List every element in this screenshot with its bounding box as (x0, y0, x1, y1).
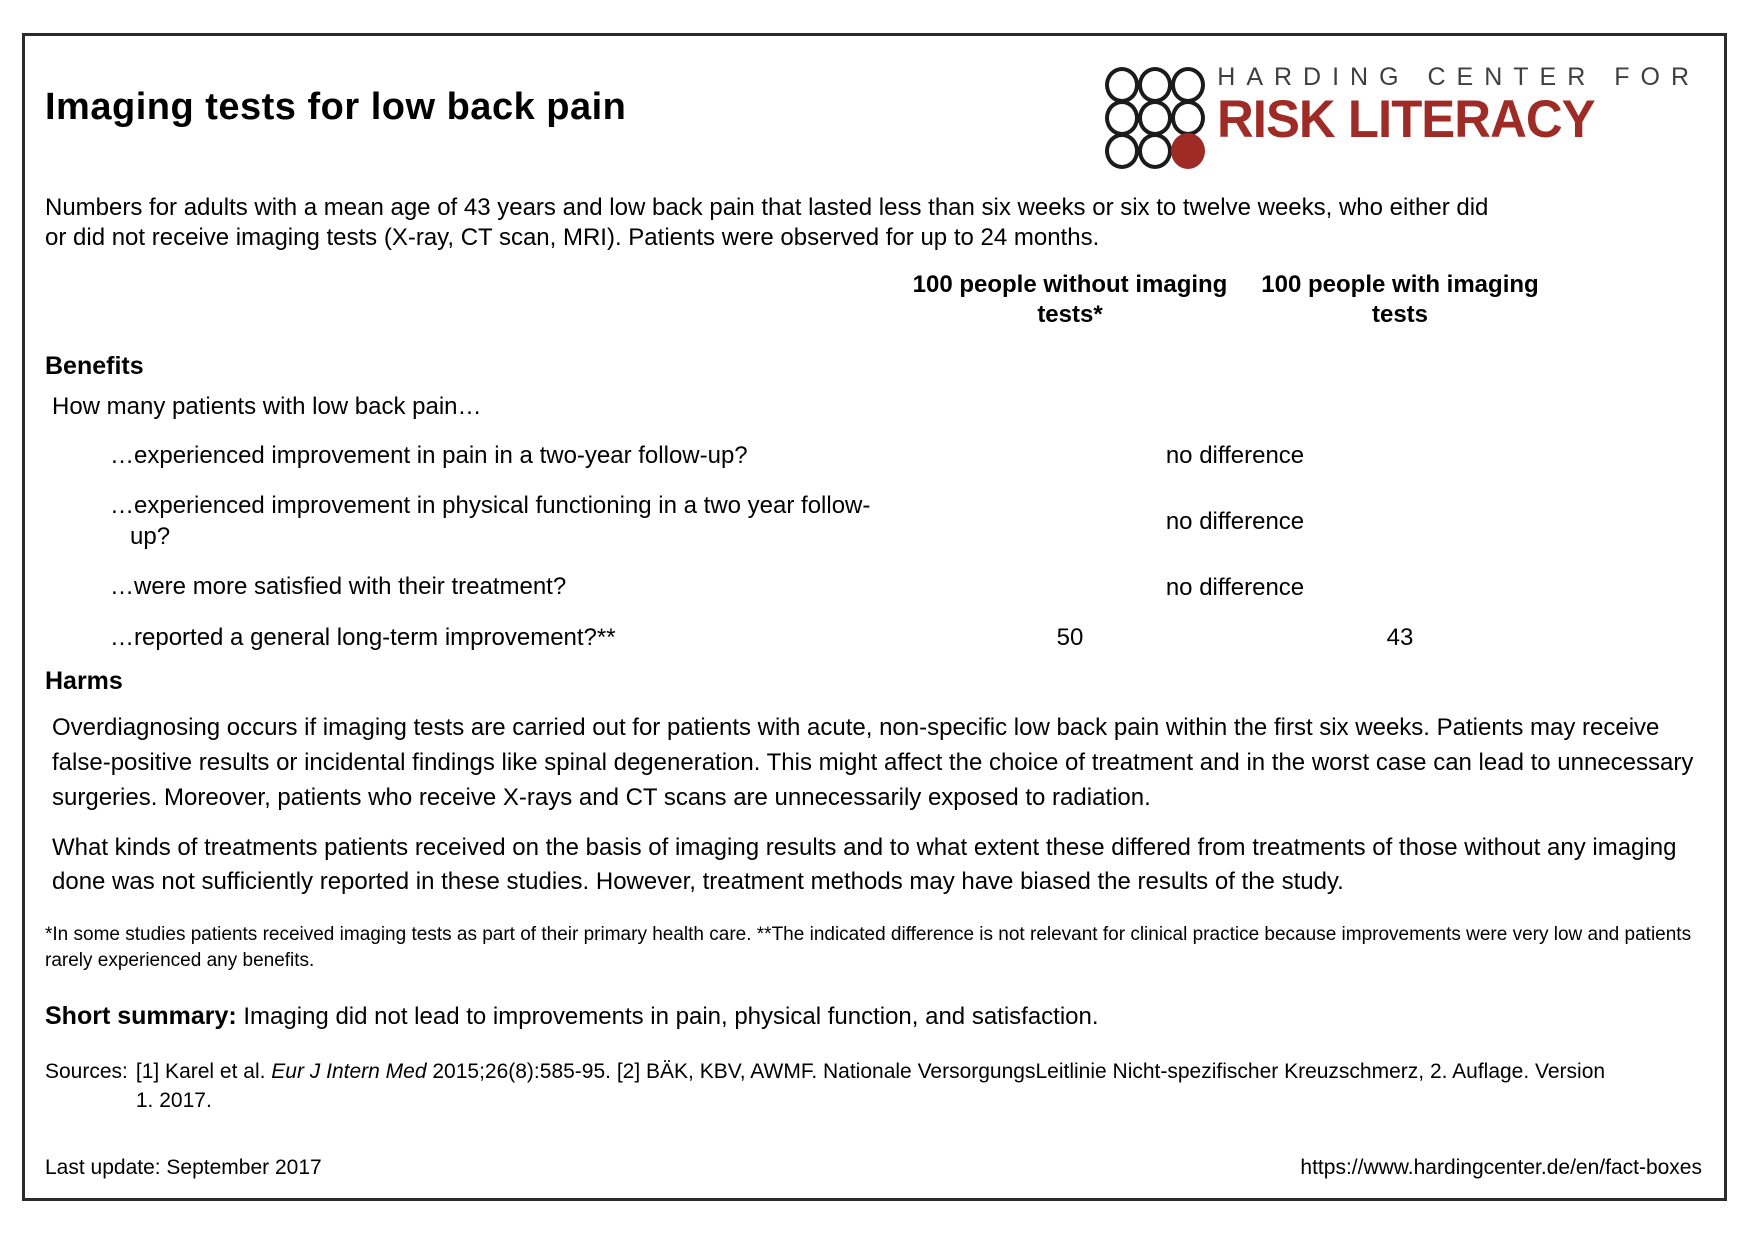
table-row (45, 623, 1702, 653)
sources-journal-italic: Eur J Intern Med (271, 1059, 427, 1083)
footnote: *In some studies patients received imaging tests as part of their primary health care. **The indicated difference is not relevant for clinical practice because improvements were very low and patients rarely experienced any benefits. (45, 924, 1692, 971)
intro-paragraph: Numbers for adults with a mean age of 43 years and low back pain that lasted less than six weeks or six to twelve weeks, who either did or did not receive imaging tests (X-ray, CT scan, MRI). Patients were observed for up to 24 months. (45, 194, 1489, 252)
question-physical-functioning: …experienced improvement in physical functioning in a two year follow-up? (110, 492, 871, 550)
fact-box (22, 33, 1727, 1201)
sources-text (136, 1057, 1606, 1116)
header (45, 60, 1702, 165)
logo-line-2: RISK LITERACY (1217, 89, 1595, 149)
value-no-difference: no difference (1165, 507, 1305, 535)
harms-heading: Harms (45, 667, 123, 696)
sources-label: Sources: (45, 1059, 128, 1083)
column-header-without-imaging: 100 people without imaging tests* (912, 270, 1228, 328)
value-no-difference: no difference (1165, 573, 1305, 601)
fact-boxes-url-link[interactable]: https://www.hardingcenter.de/en/fact-boxes (1300, 1156, 1702, 1179)
short-summary-text: Imaging did not lead to improvements in pain, physical function, and satisfaction. (236, 1002, 1099, 1030)
logo-dot (1171, 100, 1205, 136)
logo-dots-icon (1105, 67, 1203, 165)
question-long-term-improvement: …reported a general long-term improvement?** (110, 623, 616, 651)
table-row (45, 572, 1702, 602)
table-row (45, 491, 1702, 552)
page-title: Imaging tests for low back pain (45, 86, 627, 128)
table-row (45, 441, 1702, 471)
harding-center-logo (1105, 64, 1700, 165)
logo-dot (1105, 67, 1139, 103)
short-summary-label: Short summary: (45, 1001, 237, 1030)
last-update-text: Last update: September 2017 (45, 1156, 322, 1179)
logo-line-1: HARDING CENTER FOR (1217, 63, 1700, 91)
sources (45, 1057, 1702, 1116)
sources-part2: 2015;26(8):585-95. [2] BÄK, KBV, AWMF. Nationale VersorgungsLeitlinie Nicht-spezifischer Kreuzschmerz, 2. Auflage. Version 1. 2017. (135, 1059, 1606, 1112)
logo-dot (1171, 67, 1205, 103)
column-header-with-imaging: 100 people with imaging tests (1261, 270, 1539, 328)
short-summary (45, 1002, 1702, 1031)
footer (45, 1156, 1702, 1184)
harms-paragraph-2: What kinds of treatments patients received on the basis of imaging results and to what extent these differed from treatments of those without any imaging done was not sufficiently reported in these studies. However, treatment methods may have biased the results of the study. (52, 833, 1677, 896)
logo-dot (1138, 67, 1172, 103)
sources-part1: [1] Karel et al. (135, 1059, 272, 1083)
question-pain-improvement: …experienced improvement in pain in a two-year follow-up? (110, 441, 748, 469)
harms-paragraph-1: Overdiagnosing occurs if imaging tests are carried out for patients with acute, non-specific low back pain within the first six weeks. Patients may receive false-positive results or incidental findings like spinal degeneration. This might affect the choice of treatment and in the worst case can lead to unnecessary surgeries. Moreover, patients who receive X-rays and CT scans are unnecessarily exposed to radiation. (52, 714, 1694, 811)
logo-dot-filled (1171, 133, 1205, 169)
table-column-headers (45, 270, 1702, 330)
logo-dot (1105, 100, 1139, 136)
value-no-difference: no difference (1165, 442, 1305, 470)
value-without-imaging: 50 (1056, 624, 1084, 652)
benefits-heading: Benefits (45, 351, 144, 380)
logo-text (1217, 64, 1700, 147)
logo-dot (1138, 100, 1172, 136)
logo-dot (1138, 133, 1172, 169)
question-treatment-satisfaction: …were more satisfied with their treatment? (110, 573, 567, 601)
value-with-imaging: 43 (1386, 624, 1414, 652)
logo-dot (1105, 133, 1139, 169)
benefits-lead-question: How many patients with low back pain… (52, 392, 482, 420)
